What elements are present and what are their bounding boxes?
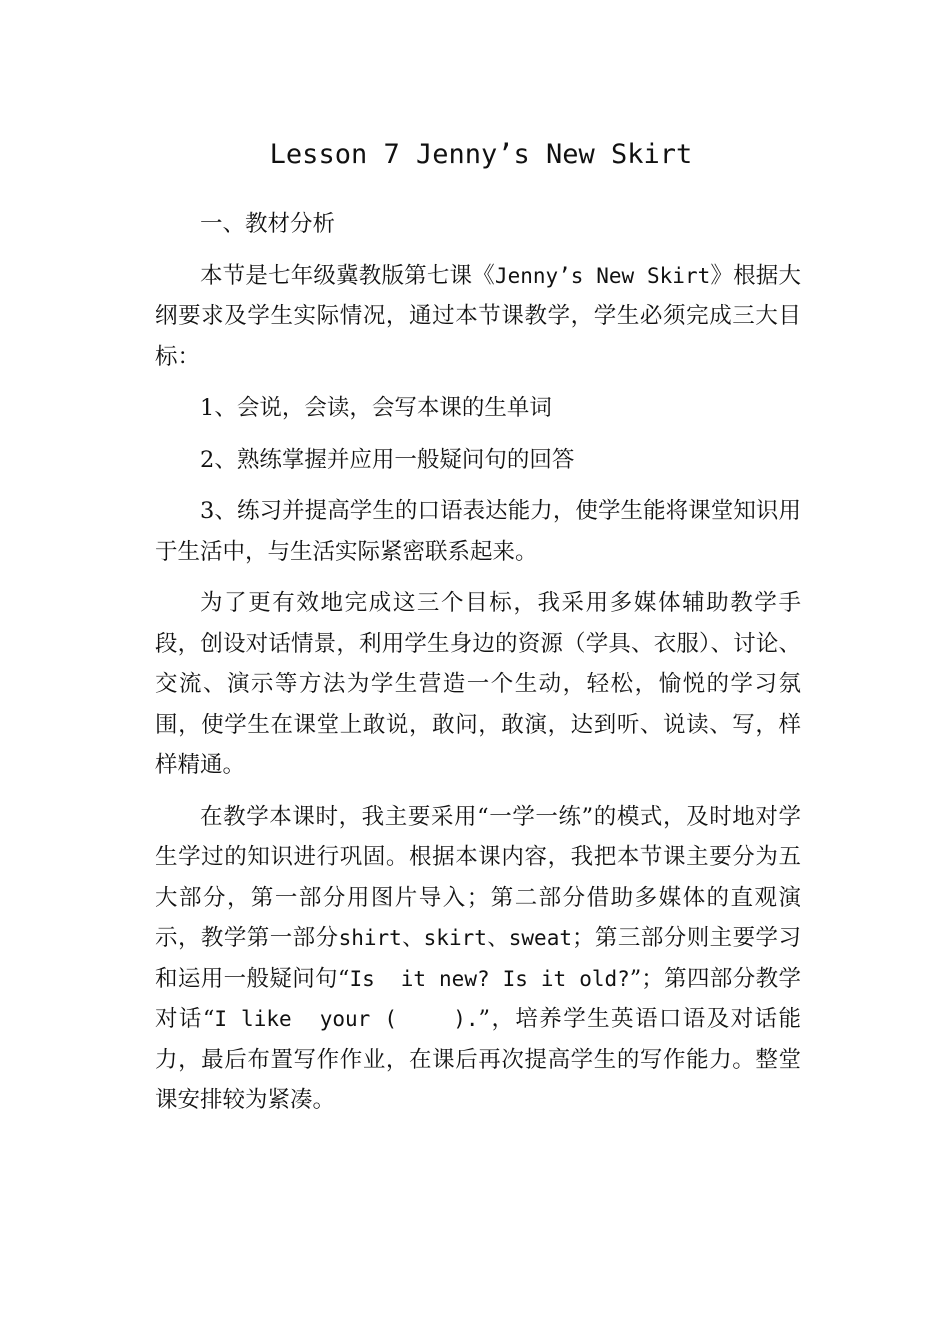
document-body [155,204,801,1132]
intro-text-start: 本节是七年级冀教版第七课《 [200,262,495,289]
teaching-text-2: ；第三部分则主要学习和运用一般疑问句“ [155,925,801,992]
teaching-text-3: ”；第四部分教学对话“ [155,965,801,1032]
goal-item-2: 2、熟练掌握并应用一般疑问句的回答 [200,446,575,473]
method-paragraph: 为了更有效地完成这三个目标，我采用多媒体辅助教学手段，创设对话情景，利用学生身边的资源（学具、衣服）、讨论、交流、演示等方法为学生营造一个生动，轻松，愉悦的学习氛围，使学生在课堂上敢说，敢问，敢演，达到听、说读、写，样样精通。 [155,590,801,778]
goal-item-1: 1、会说，会读，会写本课的生单词 [200,395,552,421]
lesson-name: Jenny’s New Skirt [494,263,711,288]
dialogue-example: I like your ( ). [214,1007,479,1031]
intro-paragraph [155,256,801,378]
vocabulary-words: shirt、skirt、sweat [338,926,572,950]
intro-text-end: 》根据大纲要求及学生实际情况，通过本节课教学，学生必须完成三大目标： [155,262,801,370]
question-example: Is it new? Is it old? [349,966,630,991]
section-heading: 一、教材分析 [200,211,336,237]
teaching-text-4: ”，培养学生英语口语及对话能力，最后布置写作作业，在课后再次提高学生的写作能力。整堂课安排较为紧凑。 [155,1006,801,1113]
teaching-text-1: 在教学本课时，我主要采用“一学一练”的模式，及时地对学生学过的知识进行巩固。根据本课内容，我把本节课主要分为五大部分，第一部分用图片导入；第二部分借助多媒体的直观演示，教学第一部分 [155,803,801,951]
goal-item-3: 3、练习并提高学生的口语表达能力，使学生能将课堂知识用于生活中，与生活实际紧密联系起来。 [155,498,801,565]
document-title: Lesson 7 Jenny’s New Skirt [269,139,693,170]
teaching-paragraph [155,797,801,1121]
